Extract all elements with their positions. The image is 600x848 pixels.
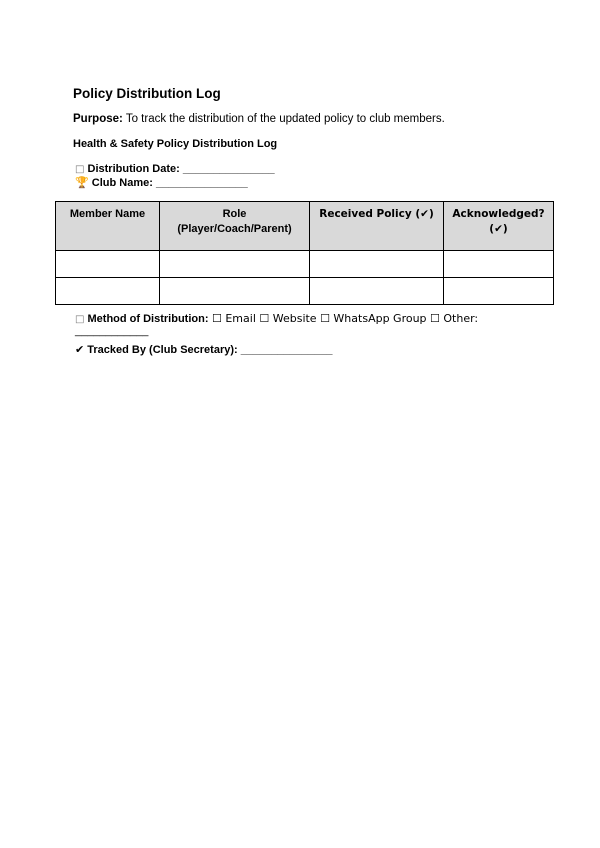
header-acknowledged-text: Acknowledged? (✔): [452, 208, 545, 235]
purpose-label: Purpose:: [73, 113, 123, 125]
method-of-distribution: [75, 312, 478, 325]
table-row: [56, 251, 554, 278]
header-role: [160, 202, 310, 251]
table-row: [56, 278, 554, 305]
tracked-by-label: Tracked By (Club Secretary):: [87, 344, 238, 356]
tracked-by-blank[interactable]: _______________: [237, 344, 333, 356]
table-header-row: [56, 202, 554, 251]
method-other-blank[interactable]: ____________: [75, 325, 149, 337]
purpose-statement: [73, 113, 445, 125]
cell-role[interactable]: [160, 278, 310, 305]
method-label: Method of Distribution:: [87, 313, 209, 325]
header-member-name: Member Name: [56, 202, 160, 251]
cell-acknowledged[interactable]: [444, 251, 554, 278]
cell-received-policy[interactable]: [310, 278, 444, 305]
cell-member-name[interactable]: [56, 278, 160, 305]
purpose-text: To track the distribution of the updated policy to club members.: [122, 113, 445, 125]
method-icon: □: [75, 314, 85, 325]
trophy-icon: 🏆: [75, 176, 89, 189]
club-name-field: [75, 176, 248, 189]
distribution-date-blank[interactable]: _______________: [179, 163, 275, 175]
cell-received-policy[interactable]: [310, 251, 444, 278]
header-role-text: Role (Player/Coach/Parent): [177, 208, 292, 235]
cell-member-name[interactable]: [56, 251, 160, 278]
tracked-by-field: [75, 343, 333, 356]
distribution-date-field: [75, 163, 275, 175]
log-subtitle: Health & Safety Policy Distribution Log: [73, 138, 278, 150]
distribution-date-label: Distribution Date:: [87, 163, 180, 175]
header-received-policy: Received Policy (✔): [310, 202, 444, 251]
calendar-icon: □: [75, 164, 85, 175]
club-name-blank[interactable]: _______________: [152, 177, 248, 189]
cell-acknowledged[interactable]: [444, 278, 554, 305]
method-options[interactable]: ☐ Email ☐ Website ☐ WhatsApp Group ☐ Other:: [208, 312, 479, 325]
header-acknowledged: [444, 202, 554, 251]
cell-role[interactable]: [160, 251, 310, 278]
checkmark-icon: ✔: [75, 343, 85, 356]
document-title: Policy Distribution Log: [73, 86, 221, 101]
club-name-label: Club Name:: [91, 177, 153, 189]
distribution-table: [55, 201, 554, 305]
